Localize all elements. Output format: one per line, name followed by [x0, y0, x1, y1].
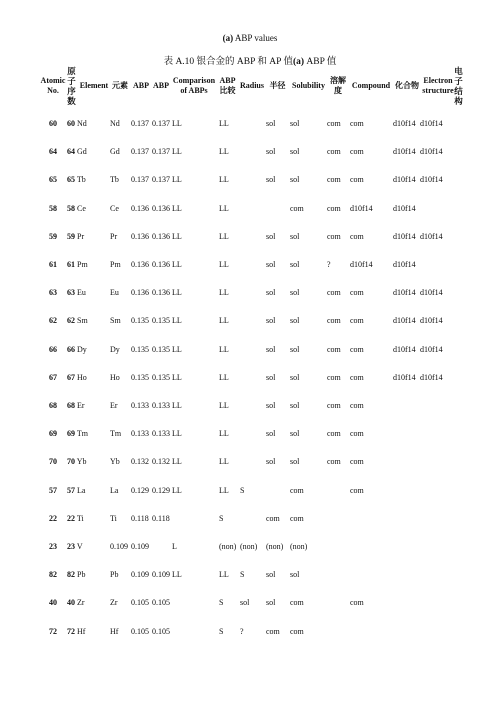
- cell-abp2: 0.132: [152, 457, 170, 467]
- cell-yuansu: Pm: [110, 260, 121, 269]
- cell-abp2: 0.105: [152, 598, 170, 608]
- cell-no: 40: [49, 598, 57, 608]
- cell-yuansu: Pr: [110, 231, 118, 241]
- cell-no: 63: [49, 288, 57, 298]
- cell-banjing: sol: [266, 401, 276, 410]
- cell-el: 59 Pr: [67, 231, 85, 241]
- cell-no: 64: [49, 147, 57, 157]
- cell-dianzi: d10f14: [420, 372, 443, 382]
- table-row: [0, 596, 500, 610]
- cell-banjing: (non): [266, 542, 284, 551]
- table-row: [0, 145, 500, 159]
- table-caption-zh: 表 A.10 银合金的 ABP 和 AP 值(a) ABP 值: [163, 57, 337, 67]
- header-element: Element: [79, 81, 109, 90]
- cell-abp1: 0.105: [131, 626, 149, 636]
- cell-abp2: 0.135: [152, 372, 170, 382]
- table-row: [0, 484, 500, 498]
- cell-yuansu: Dy: [110, 344, 120, 354]
- cell-elec: d10f14: [393, 260, 416, 269]
- table-row: [0, 173, 500, 187]
- cell-el: 66 Dy: [67, 344, 87, 354]
- cell-bijiao: LL: [219, 485, 229, 495]
- cell-dianzi: d10f14: [420, 344, 443, 354]
- cell-comp: LL: [172, 288, 182, 298]
- cell-banjing: sol: [266, 147, 276, 157]
- cell-abp2: 0.136: [152, 288, 170, 298]
- cell-no: 82: [49, 570, 57, 580]
- cell-comp: LL: [172, 147, 182, 157]
- cell-elec: d10f14: [393, 231, 416, 241]
- cell-bijiao: LL: [219, 175, 229, 185]
- cell-radius: S: [240, 485, 245, 495]
- table-row: [0, 314, 500, 328]
- cell-abp1: 0.137: [131, 119, 149, 128]
- cell-comp: LL: [172, 570, 182, 580]
- table-row: [0, 568, 500, 582]
- cell-el: 69 Tm: [67, 429, 88, 439]
- cell-abp2: 0.109: [152, 570, 170, 580]
- cell-abp1: 0.136: [131, 288, 149, 298]
- cell-comp: LL: [172, 457, 182, 467]
- cell-no: 60: [49, 119, 57, 128]
- cell-bijiao: LL: [219, 372, 229, 382]
- cell-radius: (non): [240, 542, 258, 551]
- cell-abp2: 0.136: [152, 260, 170, 269]
- cell-el: 63 Eu: [67, 288, 86, 298]
- cell-abp1: 0.129: [131, 485, 149, 495]
- cell-sol: com: [290, 513, 304, 523]
- cell-compound: com: [350, 598, 364, 608]
- table-header: [0, 66, 500, 110]
- header-dianzi-jiegou: 电子结构: [454, 66, 463, 106]
- cell-banjing: sol: [266, 372, 276, 382]
- cell-banjing: sol: [266, 260, 276, 269]
- cell-sol: sol: [290, 570, 300, 580]
- cell-rongjiedu: com: [327, 175, 341, 185]
- cell-compound: d10f14: [350, 260, 373, 269]
- cell-radius: sol: [240, 598, 250, 608]
- cell-yuansu: Eu: [110, 288, 119, 298]
- cell-abp1: 0.135: [131, 344, 149, 354]
- cell-abp1: 0.118: [131, 513, 149, 523]
- cell-sol: com: [290, 626, 304, 636]
- table-row: [0, 202, 500, 216]
- cell-compound: com: [350, 372, 364, 382]
- cell-sol: sol: [290, 372, 300, 382]
- cell-comp: LL: [172, 119, 182, 128]
- cell-el: 23 V: [67, 542, 83, 551]
- cell-compound: com: [350, 429, 364, 439]
- cell-abp2: 0.133: [152, 429, 170, 439]
- cell-rongjiedu: com: [327, 372, 341, 382]
- table-row: [0, 371, 500, 385]
- cell-comp: LL: [172, 316, 182, 326]
- cell-comp: LL: [172, 260, 182, 269]
- cell-abp2: 0.137: [152, 147, 170, 157]
- cell-bijiao: LL: [219, 288, 229, 298]
- cell-yuansu: Gd: [110, 147, 120, 157]
- cell-bijiao: LL: [219, 316, 229, 326]
- cell-sol: sol: [290, 175, 300, 185]
- cell-el: 67 Ho: [67, 372, 87, 382]
- table-row: [0, 258, 500, 272]
- cell-dianzi: d10f14: [420, 316, 443, 326]
- cell-comp: LL: [172, 485, 182, 495]
- cell-banjing: sol: [266, 231, 276, 241]
- cell-rongjiedu: com: [327, 316, 341, 326]
- header-huahewu: 化合物: [395, 81, 419, 90]
- cell-abp2: 0.118: [152, 513, 170, 523]
- cell-compound: com: [350, 119, 364, 128]
- header-yuanzi-xushu: 原子序数: [67, 66, 76, 106]
- cell-bijiao: LL: [219, 260, 229, 269]
- cell-el: 82 Pb: [67, 570, 86, 580]
- cell-el: 40 Zr: [67, 598, 85, 608]
- cell-abp2: 0.135: [152, 316, 170, 326]
- cell-compound: com: [350, 485, 364, 495]
- cell-radius: ?: [240, 626, 244, 636]
- cell-no: 22: [49, 513, 57, 523]
- cell-abp1: 0.136: [131, 203, 149, 213]
- table-row: [0, 343, 500, 357]
- cell-elec: d10f14: [393, 175, 416, 185]
- cell-compound: com: [350, 344, 364, 354]
- table-row: [0, 512, 500, 526]
- cell-yuansu: Ho: [110, 372, 120, 382]
- cell-el: 61 Pm: [67, 260, 88, 269]
- cell-abp1: 0.109: [131, 542, 149, 551]
- cell-elec: d10f14: [393, 288, 416, 298]
- cell-rongjiedu: com: [327, 203, 341, 213]
- cell-yuansu: Sm: [110, 316, 121, 326]
- cell-comp: LL: [172, 372, 182, 382]
- cell-dianzi: d10f14: [420, 147, 443, 157]
- cell-abp1: 0.135: [131, 372, 149, 382]
- cell-rongjiedu: com: [327, 147, 341, 157]
- cell-elec: d10f14: [393, 147, 416, 157]
- cell-sol: com: [290, 485, 304, 495]
- header-atomic-no: Atomic No.: [40, 76, 66, 95]
- table-row: [0, 625, 500, 639]
- cell-no: 66: [49, 344, 57, 354]
- cell-comp: LL: [172, 344, 182, 354]
- cell-no: 69: [49, 429, 57, 439]
- table-row: [0, 117, 500, 131]
- cell-abp1: 0.105: [131, 598, 149, 608]
- cell-rongjiedu: ?: [327, 260, 331, 269]
- cell-bijiao: S: [219, 626, 224, 636]
- cell-sol: sol: [290, 401, 300, 410]
- cell-abp2: 0.129: [152, 485, 170, 495]
- cell-no: 62: [49, 316, 57, 326]
- cell-el: 57 La: [67, 485, 86, 495]
- header-banjing: 半径: [269, 81, 286, 90]
- cell-banjing: sol: [266, 316, 276, 326]
- header-abp-2: ABP: [153, 81, 169, 90]
- cell-abp2: 0.135: [152, 344, 170, 354]
- header-electron-structure: Electron structure: [422, 76, 454, 95]
- cell-el: 22 Ti: [67, 513, 84, 523]
- cell-banjing: sol: [266, 119, 276, 128]
- table-row: [0, 230, 500, 244]
- cell-comp: L: [172, 542, 177, 551]
- cell-compound: com: [350, 457, 364, 467]
- header-yuansu: 元素: [112, 81, 128, 90]
- cell-compound: com: [350, 231, 364, 241]
- cell-sol: sol: [290, 119, 300, 128]
- cell-no: 61: [49, 260, 57, 269]
- cell-comp: LL: [172, 231, 182, 241]
- cell-bijiao: LL: [219, 570, 229, 580]
- cell-dianzi: d10f14: [420, 231, 443, 241]
- header-radius: Radius: [239, 81, 264, 90]
- table-row: [0, 427, 500, 441]
- cell-rongjiedu: com: [327, 429, 341, 439]
- cell-bijiao: LL: [219, 429, 229, 439]
- cell-bijiao: S: [219, 598, 224, 608]
- cell-yuansu: Ce: [110, 203, 119, 213]
- cell-radius: S: [240, 570, 245, 580]
- cell-bijiao: LL: [219, 203, 229, 213]
- cell-no: 67: [49, 372, 57, 382]
- cell-abp1: 0.136: [131, 260, 149, 269]
- cell-dianzi: d10f14: [420, 288, 443, 298]
- cell-rongjiedu: com: [327, 457, 341, 467]
- cell-banjing: sol: [266, 288, 276, 298]
- cell-el: 68 Er: [67, 401, 85, 410]
- cell-bijiao: S: [219, 513, 224, 523]
- cell-rongjiedu: com: [327, 231, 341, 241]
- cell-banjing: sol: [266, 570, 276, 580]
- cell-banjing: sol: [266, 598, 276, 608]
- cell-yuansu: Ti: [110, 513, 117, 523]
- cell-bijiao: LL: [219, 457, 229, 467]
- cell-yuansu: Pb: [110, 570, 119, 580]
- table-row: [0, 399, 500, 413]
- table-row: [0, 286, 500, 300]
- header-compound: Compound: [351, 81, 391, 90]
- cell-abp2: 0.105: [152, 626, 170, 636]
- cell-el: 62 Sm: [67, 316, 88, 326]
- cell-compound: com: [350, 147, 364, 157]
- cell-comp: LL: [172, 175, 182, 185]
- cell-sol: sol: [290, 260, 300, 269]
- cell-dianzi: d10f14: [420, 119, 443, 128]
- cell-comp: LL: [172, 203, 182, 213]
- cell-elec: d10f14: [393, 316, 416, 326]
- cell-abp1: 0.133: [131, 429, 149, 439]
- cell-sol: (non): [290, 542, 308, 551]
- cell-el: 60 Nd: [67, 119, 87, 128]
- cell-el: 72 Hf: [67, 626, 86, 636]
- cell-banjing: sol: [266, 344, 276, 354]
- table-caption-en: (a) ABP values: [222, 33, 278, 43]
- cell-abp1: 0.135: [131, 316, 149, 326]
- table-row: [0, 540, 500, 554]
- cell-banjing: com: [266, 513, 280, 523]
- cell-sol: sol: [290, 457, 300, 467]
- cell-bijiao: LL: [219, 147, 229, 157]
- cell-bijiao: LL: [219, 231, 229, 241]
- cell-banjing: com: [266, 626, 280, 636]
- cell-yuansu: Zr: [110, 598, 118, 608]
- cell-yuansu: Tb: [110, 175, 119, 185]
- cell-yuansu: Tm: [110, 429, 122, 439]
- cell-abp1: 0.136: [131, 231, 149, 241]
- cell-abp2: 0.136: [152, 203, 170, 213]
- cell-no: 68: [49, 401, 57, 410]
- cell-abp1: 0.133: [131, 401, 149, 410]
- cell-yuansu: La: [110, 485, 119, 495]
- cell-banjing: sol: [266, 429, 276, 439]
- cell-el: 70 Yb: [67, 457, 87, 467]
- cell-elec: d10f14: [393, 203, 416, 213]
- cell-rongjiedu: com: [327, 401, 341, 410]
- cell-sol: sol: [290, 344, 300, 354]
- cell-bijiao: LL: [219, 401, 229, 410]
- cell-abp2: 0.133: [152, 401, 170, 410]
- cell-sol: com: [290, 598, 304, 608]
- cell-compound: com: [350, 401, 364, 410]
- cell-yuansu: Hf: [110, 626, 119, 636]
- header-comparison: Comparison of ABPs: [172, 76, 216, 95]
- header-abp-bijiao: ABP 比较: [219, 76, 236, 95]
- cell-abp1: 0.109: [131, 570, 149, 580]
- cell-no: 72: [49, 626, 57, 636]
- cell-sol: sol: [290, 231, 300, 241]
- cell-elec: d10f14: [393, 119, 416, 128]
- cell-no: 65: [49, 175, 57, 185]
- cell-compound: com: [350, 316, 364, 326]
- cell-sol: com: [290, 203, 304, 213]
- cell-no: 58: [49, 203, 57, 213]
- cell-bijiao: LL: [219, 119, 229, 128]
- cell-comp: LL: [172, 429, 182, 439]
- cell-abp1: 0.137: [131, 147, 149, 157]
- cell-no: 70: [49, 457, 57, 467]
- cell-rongjiedu: com: [327, 344, 341, 354]
- cell-yuansu: 0.109: [110, 542, 128, 551]
- cell-abp2: 0.137: [152, 175, 170, 185]
- cell-abp1: 0.137: [131, 175, 149, 185]
- cell-sol: sol: [290, 316, 300, 326]
- cell-dianzi: d10f14: [420, 175, 443, 185]
- cell-el: 65 Tb: [67, 175, 86, 185]
- cell-bijiao: (non): [219, 542, 237, 551]
- cell-yuansu: Yb: [110, 457, 120, 467]
- cell-sol: sol: [290, 288, 300, 298]
- cell-elec: d10f14: [393, 344, 416, 354]
- cell-abp2: 0.137: [152, 119, 170, 128]
- cell-compound: com: [350, 288, 364, 298]
- cell-rongjiedu: com: [327, 119, 341, 128]
- cell-yuansu: Nd: [110, 119, 120, 128]
- cell-comp: LL: [172, 401, 182, 410]
- cell-el: 58 Ce: [67, 203, 86, 213]
- cell-rongjiedu: com: [327, 288, 341, 298]
- cell-compound: com: [350, 175, 364, 185]
- cell-yuansu: Er: [110, 401, 118, 410]
- cell-banjing: sol: [266, 175, 276, 185]
- cell-compound: d10f14: [350, 203, 373, 213]
- cell-no: 23: [49, 542, 57, 551]
- cell-elec: d10f14: [393, 372, 416, 382]
- table-row: [0, 455, 500, 469]
- cell-no: 57: [49, 485, 57, 495]
- header-solubility: Solubility: [292, 81, 325, 90]
- cell-abp2: 0.136: [152, 231, 170, 241]
- cell-sol: sol: [290, 147, 300, 157]
- cell-no: 59: [49, 231, 57, 241]
- header-rongjiedu: 溶解度: [330, 76, 346, 95]
- cell-bijiao: LL: [219, 344, 229, 354]
- cell-el: 64 Gd: [67, 147, 87, 157]
- header-abp-1: ABP: [133, 81, 149, 90]
- cell-abp1: 0.132: [131, 457, 149, 467]
- cell-sol: sol: [290, 429, 300, 439]
- cell-banjing: sol: [266, 457, 276, 467]
